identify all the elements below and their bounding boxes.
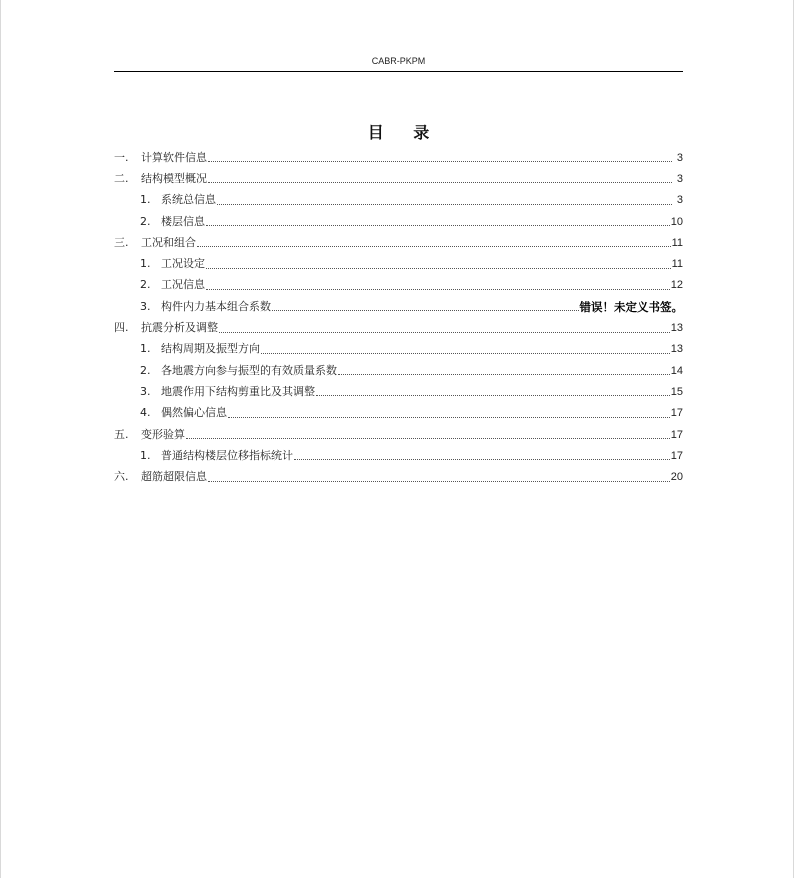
toc-entry[interactable] [114, 147, 683, 168]
toc-entry[interactable] [114, 253, 683, 274]
toc-dot-leader [206, 215, 670, 226]
toc-entry-label[interactable]: 变形验算 [141, 427, 185, 441]
toc-dot-leader [219, 322, 670, 333]
page-edge [793, 0, 794, 878]
toc-page-number: 20 [670, 471, 683, 484]
page-header: CABR-PKPM [371, 56, 426, 66]
toc-entry[interactable] [114, 339, 683, 360]
table-of-contents [114, 147, 683, 488]
toc-entry[interactable] [114, 317, 683, 338]
toc-dot-leader [261, 343, 670, 354]
toc-entry[interactable] [114, 296, 683, 317]
toc-entry-label[interactable]: 工况设定 [161, 257, 205, 271]
toc-entry-number: 二. [114, 171, 129, 185]
toc-entry[interactable] [114, 403, 683, 424]
toc-entry[interactable] [114, 211, 683, 232]
toc-entry-label[interactable]: 各地震方向参与振型的有效质量系数 [161, 363, 337, 377]
toc-dot-leader [208, 172, 672, 183]
toc-dot-leader [208, 151, 672, 162]
toc-dot-leader [197, 236, 671, 247]
toc-entry-number: 1. [140, 448, 151, 462]
toc-entry-number: 1. [140, 257, 151, 271]
toc-page-number: 11 [671, 258, 683, 271]
toc-entry[interactable] [114, 445, 683, 466]
toc-entry-label[interactable]: 工况信息 [161, 278, 205, 292]
toc-entry-label[interactable]: 偶然偏心信息 [161, 406, 227, 420]
toc-dot-leader [206, 279, 670, 290]
toc-entry-number: 3. [140, 299, 151, 313]
toc-entry[interactable] [114, 466, 683, 487]
toc-dot-leader [316, 385, 670, 396]
toc-dot-leader [294, 449, 670, 460]
toc-bookmark-error: 错误！未定义书签。 [579, 299, 683, 314]
toc-entry[interactable] [114, 190, 683, 211]
toc-entry-label[interactable]: 工况和组合 [141, 235, 196, 249]
toc-page-number: 3 [676, 151, 683, 164]
toc-title: 目 录 [367, 123, 442, 142]
toc-entry-label[interactable]: 系统总信息 [161, 193, 216, 207]
toc-page-number: 11 [671, 236, 683, 249]
toc-entry-number: 2. [140, 278, 151, 292]
toc-entry[interactable] [114, 168, 683, 189]
toc-entry[interactable] [114, 381, 683, 402]
toc-entry-label[interactable]: 楼层信息 [161, 214, 205, 228]
toc-page-number: 17 [670, 407, 683, 420]
toc-page-number: 17 [670, 449, 683, 462]
toc-dot-leader [338, 364, 670, 375]
toc-entry-label[interactable]: 超筋超限信息 [141, 470, 207, 484]
toc-page-number: 12 [670, 279, 683, 292]
toc-page-number: 10 [670, 215, 683, 228]
toc-page-number: 14 [670, 364, 683, 377]
toc-entry-label[interactable]: 普通结构楼层位移指标统计 [161, 448, 293, 462]
toc-entry-label[interactable]: 地震作用下结构剪重比及其调整 [161, 384, 315, 398]
toc-entry-number: 3. [140, 384, 151, 398]
toc-page-number: 3 [676, 194, 683, 207]
toc-entry[interactable] [114, 232, 683, 253]
toc-entry-number: 1. [140, 193, 151, 207]
toc-entry[interactable] [114, 275, 683, 296]
toc-entry[interactable] [114, 424, 683, 445]
toc-entry-number: 一. [114, 150, 129, 164]
toc-dot-leader [206, 258, 671, 269]
toc-page-number: 15 [670, 385, 683, 398]
toc-page-number: 3 [676, 172, 683, 185]
toc-entry-label[interactable]: 抗震分析及调整 [141, 321, 218, 335]
toc-entry-label[interactable]: 构件内力基本组合系数 [161, 299, 271, 313]
toc-dot-leader [186, 428, 670, 439]
toc-entry-number: 三. [114, 235, 129, 249]
toc-entry-number: 六. [114, 470, 129, 484]
toc-entry-number: 2. [140, 214, 151, 228]
toc-entry-number: 五. [114, 427, 129, 441]
toc-entry-number: 4. [140, 406, 151, 420]
toc-page-number: 13 [670, 322, 683, 335]
toc-entry-label[interactable]: 计算软件信息 [141, 150, 207, 164]
toc-entry[interactable] [114, 360, 683, 381]
page-edge [0, 0, 1, 878]
toc-page-number: 17 [670, 428, 683, 441]
toc-dot-leader [228, 407, 670, 418]
toc-entry-number: 1. [140, 342, 151, 356]
toc-entry-label[interactable]: 结构模型概况 [141, 171, 207, 185]
header-rule [114, 71, 683, 72]
toc-page-number: 13 [670, 343, 683, 356]
toc-dot-leader [208, 471, 670, 482]
toc-entry-number: 2. [140, 363, 151, 377]
toc-dot-leader [272, 300, 579, 311]
toc-dot-leader [217, 194, 672, 205]
toc-entry-number: 四. [114, 321, 129, 335]
toc-entry-label[interactable]: 结构周期及振型方向 [161, 342, 260, 356]
